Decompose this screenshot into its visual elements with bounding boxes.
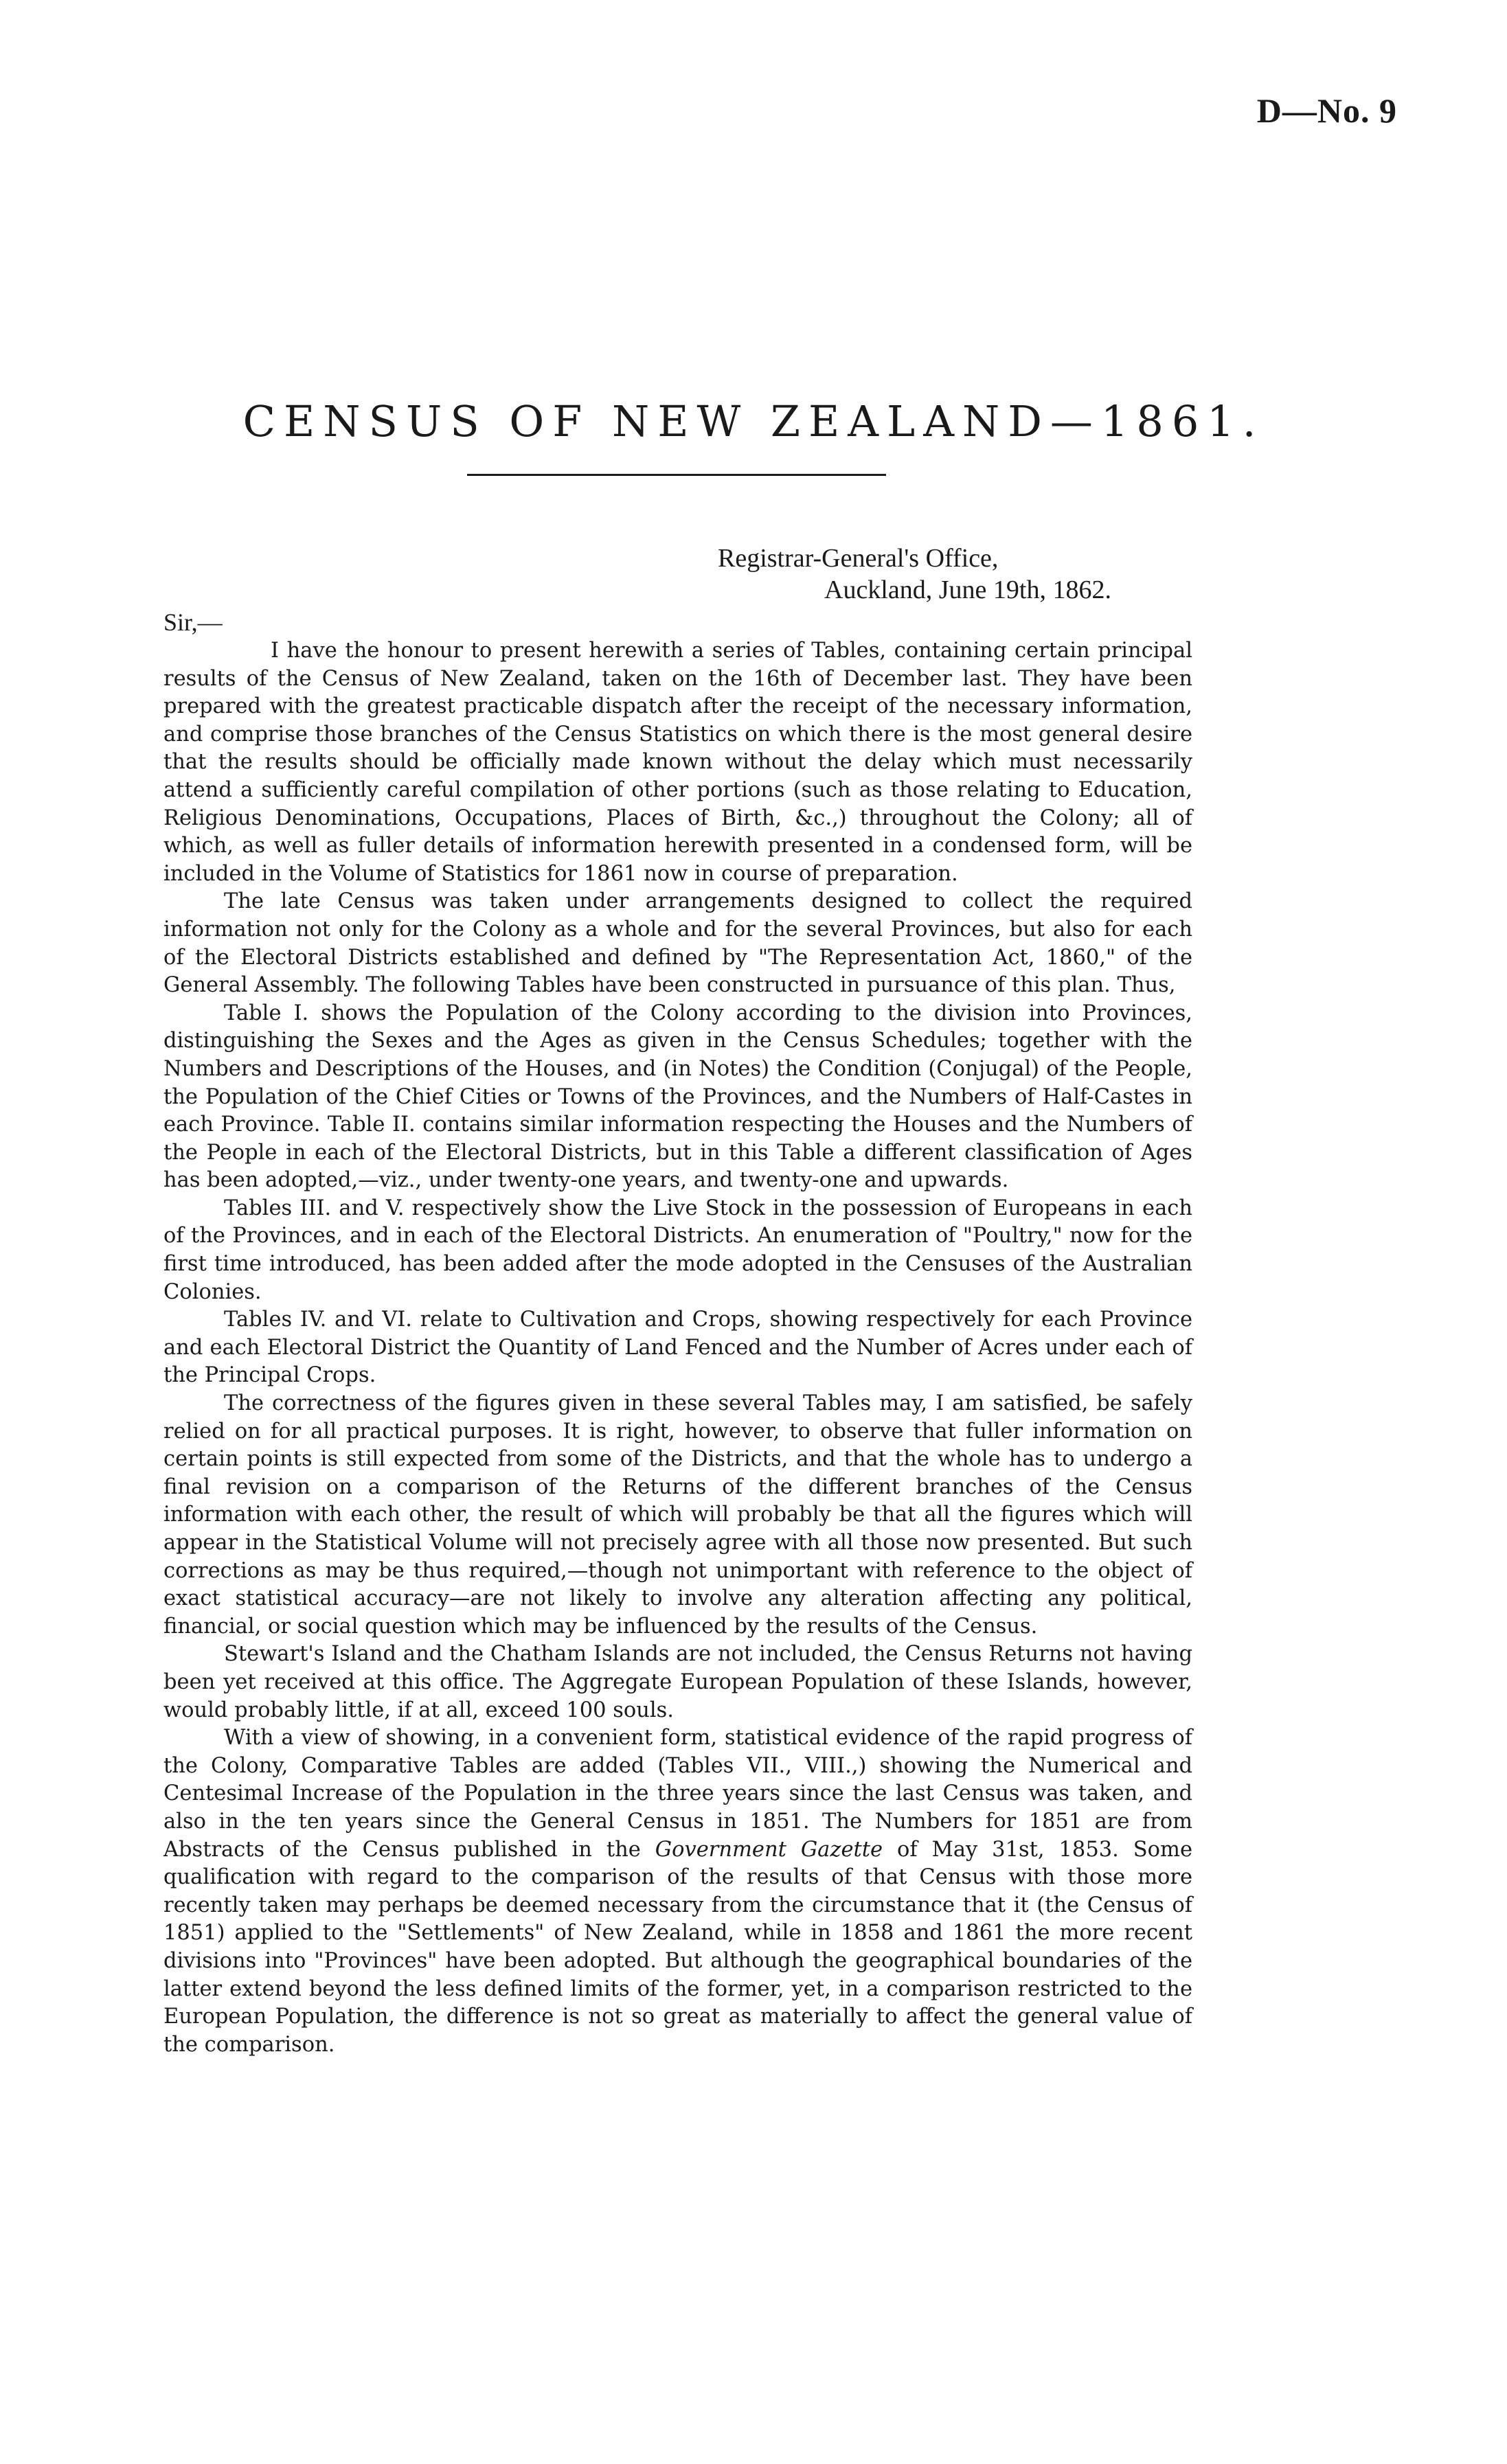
- paragraph: Tables IV. and VI. relate to Cultivation and Crops, showing respectively for each Province and each Electoral District the Quantity of Land Fenced and the Number of Acres under each of the Principal Crops.: [163, 1308, 1192, 1388]
- title-divider: [467, 474, 886, 476]
- paragraph: The correctness of the figures given in these several Tables may, I am satisfied, be safely relied on for all practical purposes. It is right, however, to observe that fuller information on certain points is still expected from some of the Districts, and that the whole has to undergo a final revision on a comparison of the Returns of the different branches of the Census information with each other, the result of which will probably be that all the figures which will appear in the Statistical Volume will not precisely agree with all those now presented. But such corrections as may be thus required,—though not unimportant with reference to the object of exact statistical accuracy—are not likely to involve any alteration affecting any political, financial, or social question which may be influenced by the results of the Census.: [163, 1391, 1192, 1639]
- paragraph: Stewart's Island and the Chatham Islands are not included, the Census Returns not having been yet received at this office. The Aggregate European Population of these Islands, however, would probably little, if at all, exceed 100 souls.: [163, 1642, 1192, 1722]
- letter-body: [163, 637, 1192, 2059]
- paragraph-text: With a view of showing, in a convenient form, statistical evidence of the rapid progress of the Colony, Comparative Tables are added (Tables VII., VIII.,) showing the Numerical and Centesimal Increase of the Population in the three years since the last Census was taken, and also in the ten years since the General Census in 1851. The Numbers for 1851 are from Abstracts of the Census published in the: [163, 1726, 1192, 1862]
- paragraph-last: [163, 1724, 1192, 2059]
- paragraph: The late Census was taken under arrangements designed to collect the required information not only for the Colony as a whole and for the several Provinces, but also for each of the Electoral Districts established and defined by "The Representation Act, 1860," of the General Assembly. The following Tables have been constructed in pursuance of this plan. Thus,: [163, 889, 1192, 998]
- gazette-title: Government Gazette: [655, 1837, 883, 1862]
- paragraph: I have the honour to present herewith a series of Tables, containing certain principal results of the Census of New Zealand, taken on the 16th of December last. They have been prepared with the greatest practicable dispatch after the receipt of the necessary information, and comprise those branches of the Census Statistics on which there is the most general desire that the results should be officially made known without the delay which must necessarily attend a sufficiently careful compilation of other portions (such as those relating to Education, Religious Denominations, Occupations, Places of Birth, &c.,) throughout the Colony; all of which, as well as fuller details of information herewith presented in a condensed form, will be included in the Volume of Statistics for 1861 now in course of preparation.: [163, 639, 1192, 886]
- sender-date: Auckland, June 19th, 1862.: [824, 575, 1111, 604]
- salutation: Sir,—: [163, 608, 223, 636]
- document-number: D—No. 9: [1256, 91, 1397, 130]
- sender-address: [718, 543, 1111, 606]
- paragraph: Tables III. and V. respectively show the Live Stock in the possession of Europeans in each of the Provinces, and in each of the Electoral Districts. An enumeration of "Poultry," now for the first time introduced, has been added after the mode adopted in the Censuses of the Australian Colonies.: [163, 1196, 1192, 1304]
- page-title: CENSUS OF NEW ZEALAND—1861.: [242, 396, 1265, 446]
- paragraph-text: of May 31st, 1853. Some qualification with regard to the comparison of the results of that Census with those more recently taken may perhaps be deemed necessary from the circumstance that it (the Census of 1851) applied to the "Settlements" of New Zealand, while in 1858 and 1861 the more recent divisions into "Provinces" have been adopted. But although the geographical boundaries of the latter extend beyond the less defined limits of the former, yet, in a comparison restricted to the European Population, the difference is not so great as materially to affect the general value of the comparison.: [163, 1837, 1193, 2057]
- paragraph: Table I. shows the Population of the Colony according to the division into Provinces, distinguishing the Sexes and the Ages as given in the Census Schedules; together with the Numbers and Descriptions of the Houses, and (in Notes) the Condition (Conjugal) of the People, the Population of the Chief Cities or Towns of the Provinces, and the Numbers of Half-Castes in each Province. Table II. contains similar information respecting the Houses and the Numbers of the People in each of the Electoral Districts, but in this Table a different classification of Ages has been adopted,—viz., under twenty-one years, and twenty-one and upwards.: [163, 1001, 1192, 1193]
- sender-office: Registrar-General's Office,: [718, 544, 999, 573]
